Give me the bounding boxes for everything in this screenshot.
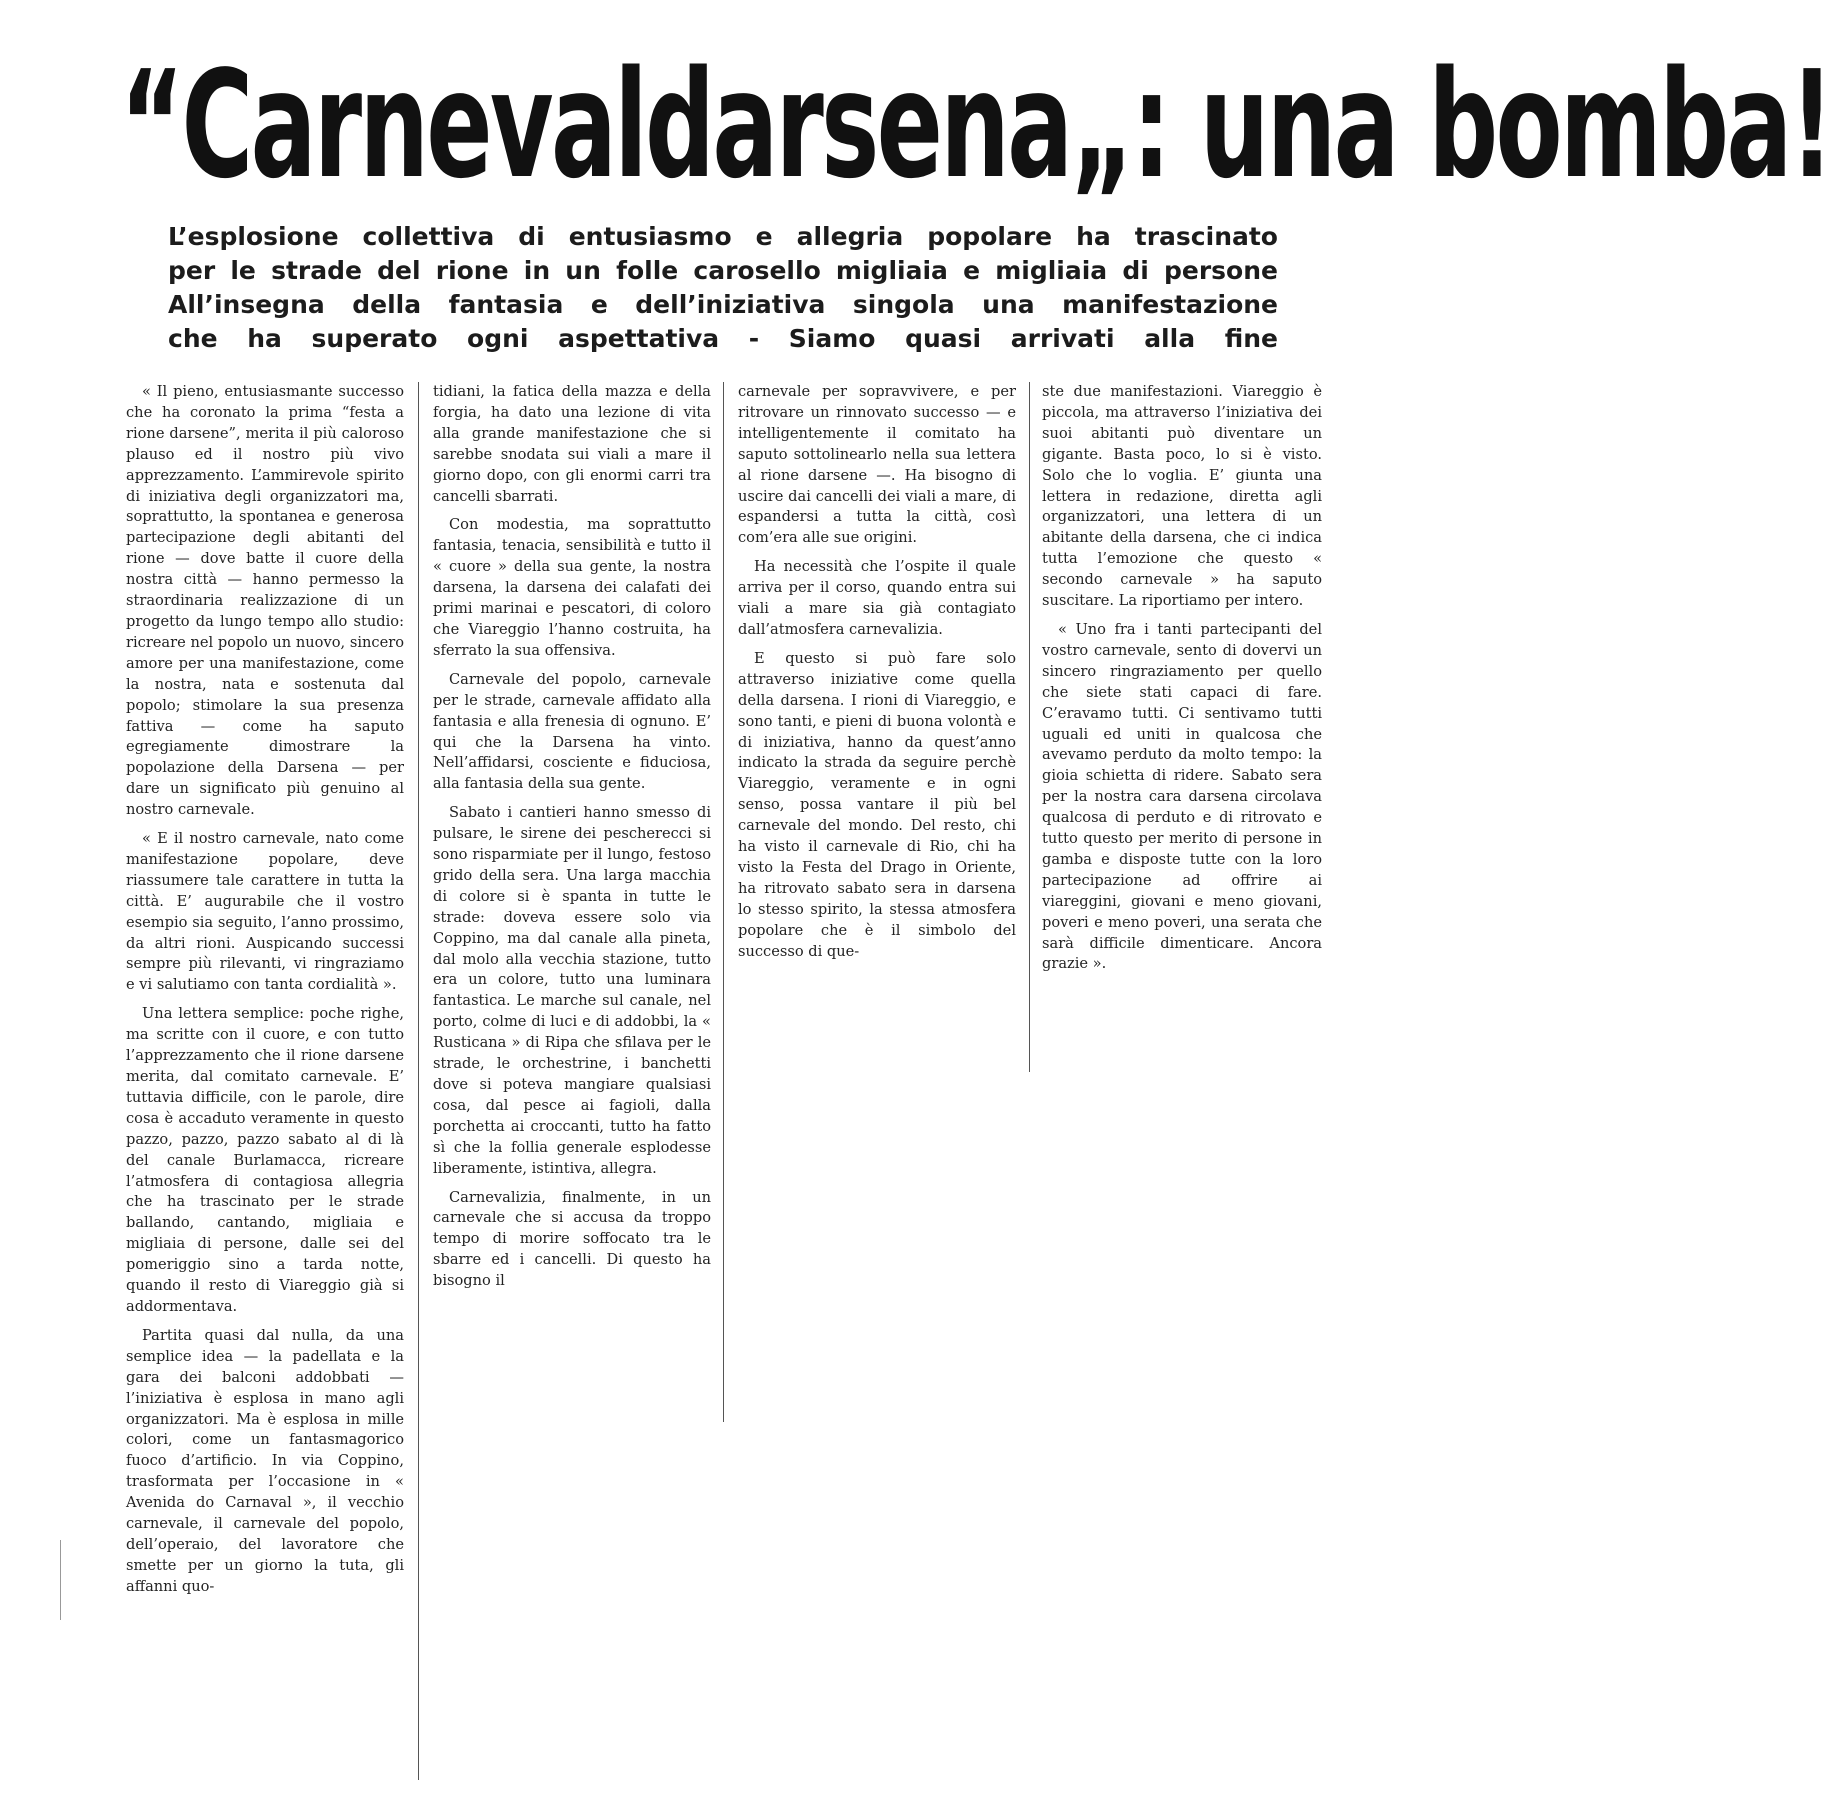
paragraph: « E il nostro carnevale, nato come manifestazione popolare, deve riassumere tale carattere in tutta la città. E’ augurabile che il vostro esempio sia seguito, l’anno prossimo, da altri rioni. Auspicando successi sempre più rilevanti, vi ringraziamo e vi salutiamo con tanta cordialità ». (126, 830, 404, 994)
subtitle (168, 220, 1278, 356)
column-rule (723, 382, 724, 1422)
article-column-3 (738, 382, 1016, 970)
subtitle-line: L’esplosione collettiva di entusiasmo e allegria popolare ha trascinato (168, 222, 1278, 251)
column-rule (1029, 382, 1030, 1072)
article-column-1 (126, 382, 404, 1606)
paragraph: E questo si può fare solo attraverso iniziative come quella della darsena. I rioni di Viareggio, e sono tanti, e pieni di buona volontà e di iniziativa, hanno da quest’anno indicato la strada da seguire perchè Viareggio, veramente e in ogni senso, possa vantare il più bel carnevale del mondo. Del resto, chi ha visto il carnevale di Rio, chi ha visto la Festa del Drago in Oriente, ha ritrovato sabato sera in darsena lo stesso spirito, la stessa atmosfera popolare che è il simbolo del successo di que- (738, 649, 1016, 960)
paragraph: Ha necessità che l’ospite il quale arriva per il corso, quando entra sui viali a mare sia già contagiato dall’atmosfera carnevalizia. (738, 558, 1016, 638)
paragraph: Con modestia, ma soprattutto fantasia, tenacia, sensibilità e tutto il « cuore » della sua gente, la nostra darsena, la darsena dei calafati dei primi marinai e pescatori, di coloro che Viareggio l’hanno costruita, ha sferrato la sua offensiva. (433, 516, 711, 659)
paragraph: Partita quasi dal nulla, da una semplice idea — la padellata e la gara dei balconi addobbati — l’iniziativa è esplosa in mano agli organizzatori. Ma è esplosa in mille colori, come un fantasmagorico fuoco d’artificio. In via Coppino, trasformata per l’occasione in « Avenida do Carnaval », il vecchio carnevale, il carnevale del popolo, dell’operaio, del lavoratore che smette per un giorno la tuta, gli affanni quo- (126, 1326, 404, 1595)
paragraph: Carnevale del popolo, carnevale per le strade, carnevale affidato alla fantasia e alla frenesia di ognuno. E’ qui che la Darsena ha vinto. Nell’affidarsi, cosciente e fiduciosa, alla fantasia della sua gente. (433, 670, 711, 793)
paragraph: ste due manifestazioni. Viareggio è piccola, ma attraverso l’iniziativa dei suoi abitanti può diventare un gigante. Basta poco, lo si è visto. Solo che lo voglia. E’ giunta una lettera in redazione, diretta agli organizzatori, una lettera di un abitante della darsena, che ci indica tutta l’emozione che questo « secondo carnevale » ha saputo suscitare. La riportiamo per intero. (1042, 383, 1322, 610)
subtitle-line: che ha superato ogni aspettativa - Siamo quasi arrivati alla fine (168, 324, 1278, 353)
article-column-4 (1042, 382, 1322, 983)
scan-edge-mark (60, 1540, 61, 1620)
paragraph: « Il pieno, entusiasmante successo che ha coronato la prima “festa a rione darsene”, merita il più caloroso plauso ed il nostro più vivo apprezzamento. L’ammirevole spirito di iniziativa degli organizzatori ma, soprattutto, la spontanea e generosa partecipazione degli abitanti del rione — dove batte il cuore della nostra città — hanno permesso la straordinaria realizzazione di un progetto da lungo tempo allo studio: ricreare nel popolo un nuovo, sincero amore per una manifestazione, come la nostra, nata e sostenuta dal popolo; stimolare la sua presenza fattiva — come ha saputo egregiamente dimostrare la popolazione della Darsena — per dare un significato più genuino al nostro carnevale. (126, 383, 404, 819)
paragraph: tidiani, la fatica della mazza e della forgia, ha dato una lezione di vita alla grande manifestazione che si sarebbe snodata sui viali a mare il giorno dopo, con gli enormi carri tra cancelli sbarrati. (433, 383, 711, 505)
paragraph: Sabato i cantieri hanno smesso di pulsare, le sirene dei pescherecci si sono risparmiate per il lungo, festoso grido della sera. Una larga macchia di colore si è spanta in tutte le strade: doveva essere solo via Coppino, ma dal canale alla pineta, dal molo alla vecchia stazione, tutto era un colore, tutto una luminara fantastica. Le marche sul canale, nel porto, colme di luci e di addobbi, la « Rusticana » di Ripa che sfilava per le strade, le orchestrine, i banchetti dove si poteva mangiare qualsiasi cosa, dal pesce ai fagioli, dalla porchetta ai croccanti, tutto ha fatto sì che la follia generale esplodesse liberamente, istintiva, allegra. (433, 804, 711, 1177)
paragraph: Una lettera semplice: poche righe, ma scritte con il cuore, e con tutto l’apprezzamento che il rione darsene merita, dal comitato carnevale. E’ tuttavia difficile, con le parole, dire cosa è accaduto veramente in questo pazzo, pazzo, pazzo sabato al di là del canale Burlamacca, ricreare l’atmosfera di contagiosa allegria che ha trascinato per le strade ballando, cantando, migliaia e migliaia di persone, dalle sei del pomeriggio sino a tarda notte, quando il resto di Viareggio già si addormentava. (126, 1005, 404, 1315)
subtitle-line: All’insegna della fantasia e dell’iniziativa singola una manifestazione (168, 290, 1278, 319)
paragraph: carnevale per sopravvivere, e per ritrovare un rinnovato successo — e intelligentemente il comitato ha saputo sottolinearlo nella sua lettera al rione darsene —. Ha bisogno di uscire dai cancelli dei viali a mare, di espandersi a tutta la città, così com’era alle sue origini. (738, 383, 1016, 547)
subtitle-line: per le strade del rione in un folle carosello migliaia e migliaia di persone (168, 256, 1278, 285)
headline: “Carnevaldarsena„: una bomba! (120, 39, 1832, 211)
article-column-2 (433, 382, 711, 1300)
paragraph: Carnevalizia, finalmente, in un carnevale che si accusa da troppo tempo di morire soffocato tra le sbarre ed i cancelli. Di questo ha bisogno il (433, 1188, 711, 1290)
paragraph: « Uno fra i tanti partecipanti del vostro carnevale, sento di dovervi un sincero ringraziamento per quello che siete stati capaci di fare. C’eravamo tutti. Ci sentivamo tutti uguali ed uniti in qualcosa che avevamo perduto da molto tempo: la gioia schietta di ridere. Sabato sera per la nostra cara darsena circolava qualcosa di perduto e di ritrovato e tutto questo per merito di persone in gamba e disposte tutte con la loro partecipazione ad offrire ai viareggini, giovani e meno giovani, poveri e meno poveri, una serata che sarà difficile dimenticare. Ancora grazie ». (1042, 620, 1322, 973)
column-rule (418, 382, 419, 1780)
